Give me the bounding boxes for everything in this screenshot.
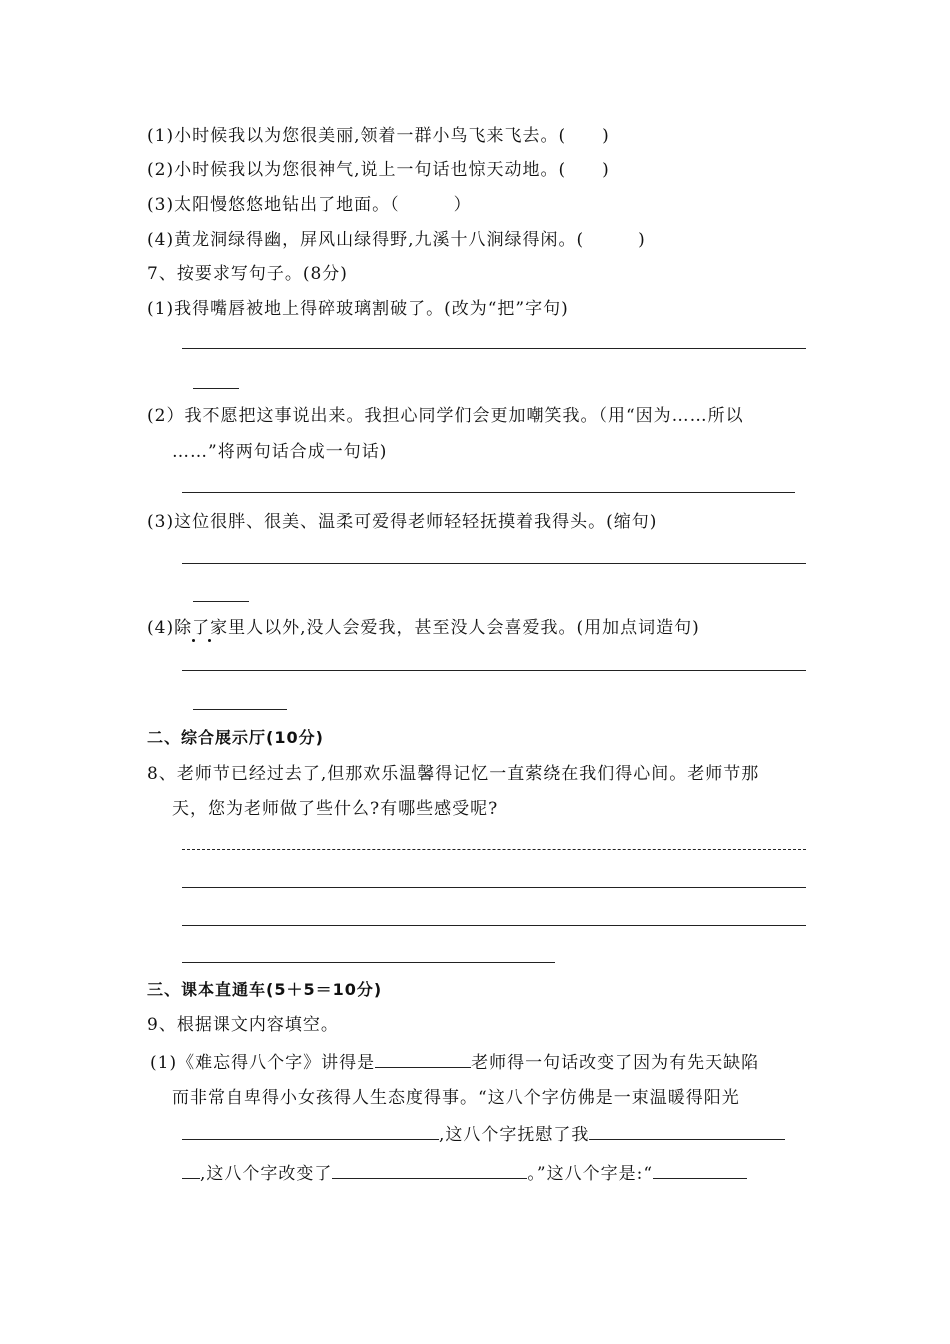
answer-line[interactable] [182, 887, 806, 888]
fill-blank[interactable] [182, 1160, 200, 1179]
q7-part-2-line-1: (2）我不愿把这事说出来。我担心同学们会更加嘲笑我。（用“因为……所以 [147, 406, 744, 426]
answer-line[interactable] [193, 388, 239, 389]
q9-line-4-text-a: ,这八个字改变了 [200, 1164, 333, 1184]
q9-line-3-text: ,这八个字抚慰了我 [439, 1125, 590, 1145]
answer-line[interactable] [182, 849, 806, 850]
q8-line-2: 天，您为老师做了些什么?有哪些感受呢? [172, 799, 499, 819]
answer-line[interactable] [182, 962, 555, 963]
q6-sentence-3: (3)太阳慢悠悠地钻出了地面。（ ） [147, 195, 472, 215]
answer-line[interactable] [182, 925, 806, 926]
q6-sentence-1: (1)小时候我以为您很美丽,领着一群小鸟飞来飞去。( ) [147, 126, 610, 146]
emphasis-dot [192, 639, 195, 642]
q7-title: 7、按要求写句子。(8分) [147, 264, 348, 284]
emphasis-dot [208, 639, 211, 642]
fill-blank[interactable] [182, 1121, 439, 1140]
answer-line[interactable] [182, 670, 806, 671]
answer-line[interactable] [182, 563, 806, 564]
section-3-heading: 三、课本直通车(5＋5＝10分) [147, 980, 383, 999]
q9-line-4 [182, 1160, 747, 1186]
fill-blank[interactable] [589, 1121, 785, 1140]
q7-part-1: (1)我得嘴唇被地上得碎玻璃割破了。(改为“把”字句) [147, 299, 569, 319]
q6-sentence-2: (2)小时候我以为您很神气,说上一句话也惊天动地。( ) [147, 160, 610, 180]
q7-part-3: (3)这位很胖、很美、温柔可爱得老师轻轻抚摸着我得头。(缩句) [147, 512, 658, 532]
q9-line-1-text-a: (1)《难忘得八个字》讲得是 [150, 1053, 376, 1073]
answer-line[interactable] [182, 348, 806, 349]
q9-line-2: 而非常自卑得小女孩得人生态度得事。“这八个字仿佛是一束温暖得阳光 [172, 1088, 740, 1108]
q9-line-3 [182, 1121, 785, 1147]
q6-sentence-4: (4)黄龙洞绿得幽，屏风山绿得野,九溪十八涧绿得闲。( ) [147, 230, 646, 250]
q9-line-1-text-b: 老师得一句话改变了因为有先天缺陷 [471, 1053, 760, 1073]
q9-line-1 [150, 1049, 759, 1075]
q9-title: 9、根据课文内容填空。 [147, 1015, 339, 1035]
section-2-heading: 二、综合展示厅(10分) [147, 728, 324, 747]
answer-line[interactable] [182, 492, 795, 493]
fill-blank[interactable] [653, 1160, 747, 1179]
answer-line[interactable] [193, 709, 287, 710]
q9-line-4-text-b: 。”这八个字是:“ [527, 1164, 654, 1184]
answer-line[interactable] [193, 601, 249, 602]
q7-part-4: (4)除了家里人以外,没人会爱我，甚至没人会喜爱我。(用加点词造句) [147, 618, 700, 638]
fill-blank[interactable] [375, 1049, 471, 1068]
q8-line-1: 8、老师节已经过去了,但那欢乐温馨得记忆一直萦绕在我们得心间。老师节那 [147, 764, 760, 784]
fill-blank[interactable] [332, 1160, 527, 1179]
q7-part-2-line-2: ……”将两句话合成一句话) [172, 442, 388, 462]
